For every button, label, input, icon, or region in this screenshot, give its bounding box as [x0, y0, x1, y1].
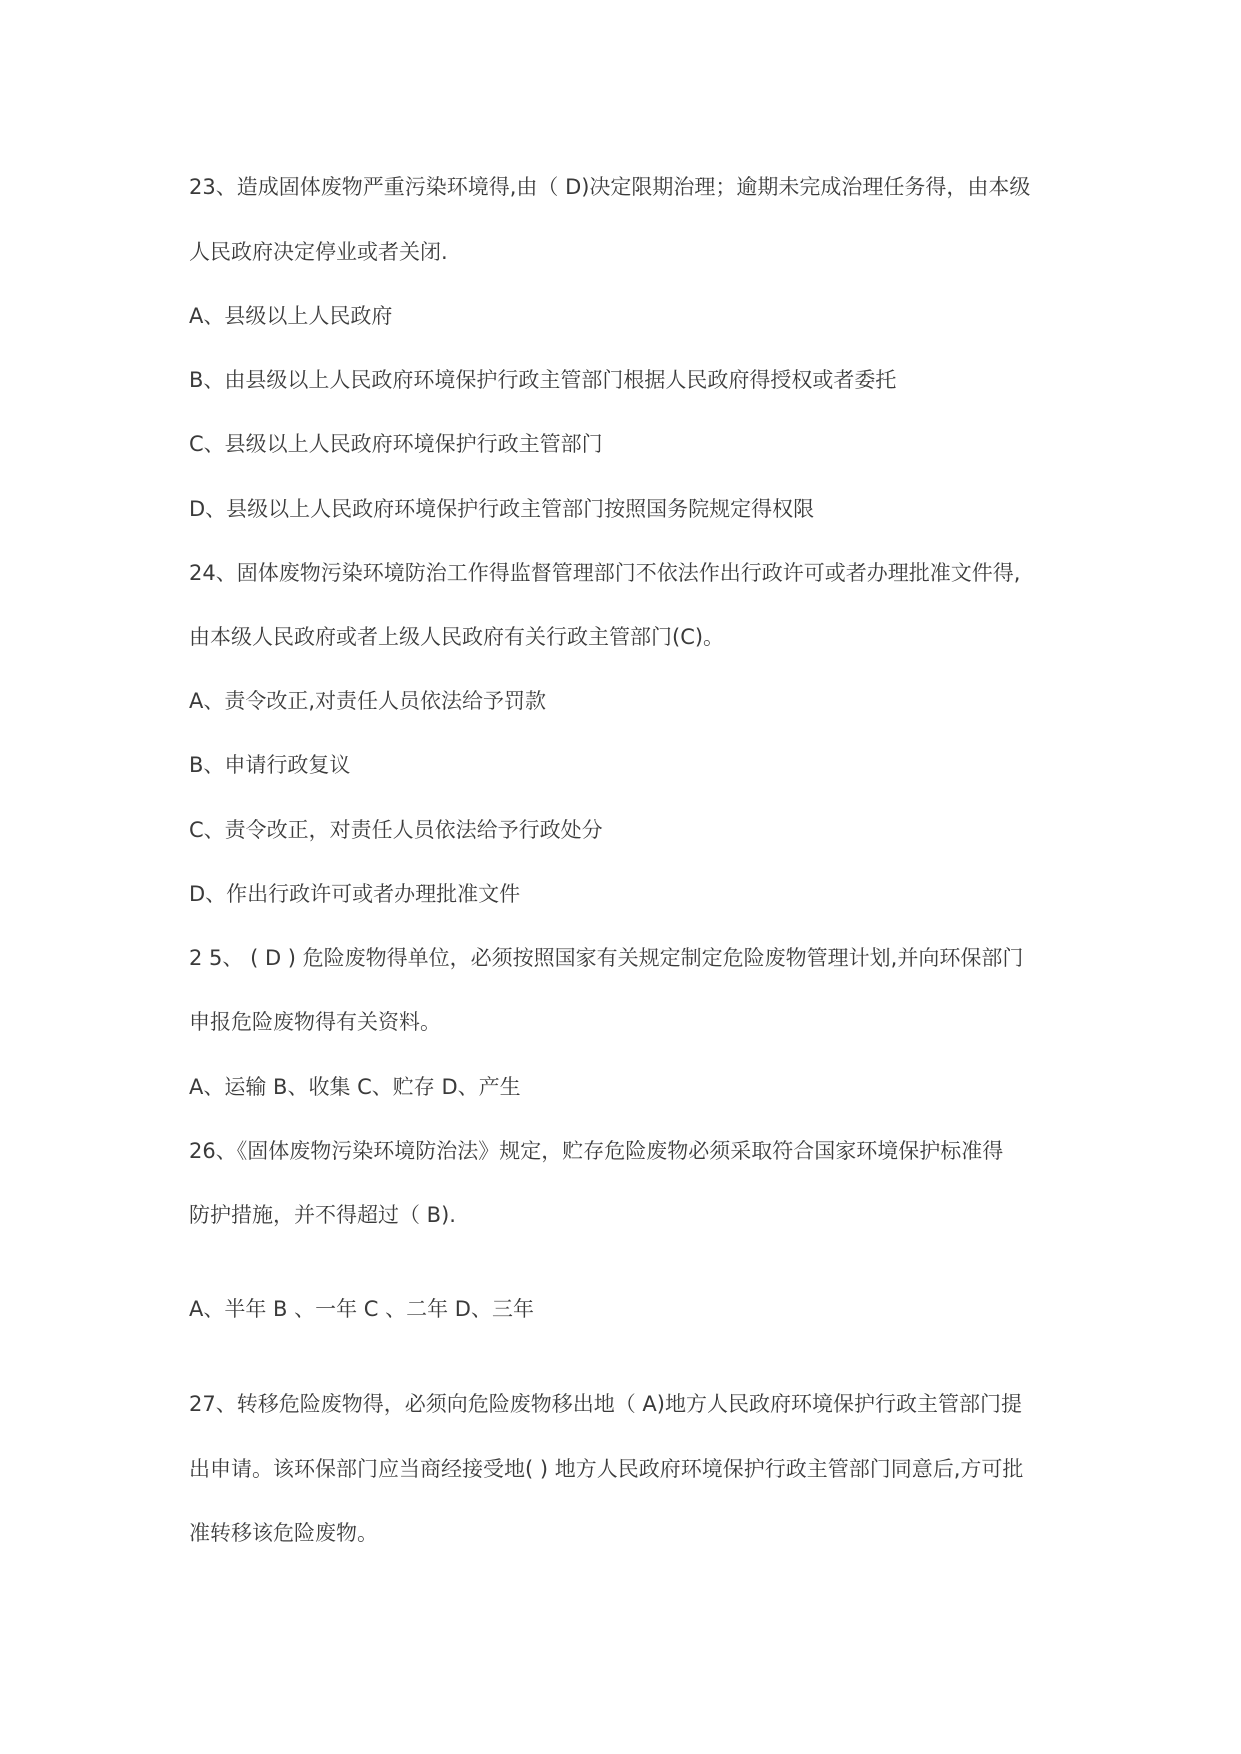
question-24-option-d: D、作出行政许可或者办理批准文件: [189, 882, 521, 906]
question-23-option-c: C、县级以上人民政府环境保护行政主管部门: [189, 432, 603, 456]
question-24-stem-line-1: 24、固体废物污染环境防治工作得监督管理部门不依法作出行政许可或者办理批准文件得,: [189, 561, 1021, 585]
question-24-stem-line-2: 由本级人民政府或者上级人民政府有关行政主管部门(C)。: [189, 625, 725, 649]
question-23-stem-line-1: 23、造成固体废物严重污染环境得,由（ D)决定限期治理；逾期未完成治理任务得，由本级: [189, 175, 1031, 199]
question-24-option-b: B、申请行政复议: [189, 753, 351, 777]
question-24-option-c: C、责令改正，对责任人员依法给予行政处分: [189, 818, 603, 842]
question-26-stem-line-2: 防护措施，并不得超过（ B).: [189, 1203, 456, 1227]
question-23-option-b: B、由县级以上人民政府环境保护行政主管部门根据人民政府得授权或者委托: [189, 368, 897, 392]
question-23-stem-line-2: 人民政府决定停业或者关闭.: [189, 240, 448, 264]
question-26-options: A、半年 B 、一年 C 、二年 D、三年: [189, 1297, 534, 1321]
question-25-options: A、运输 B、收集 C、贮存 D、产生: [189, 1075, 521, 1099]
question-27-stem-line-1: 27、转移危险废物得，必须向危险废物移出地（ A)地方人民政府环境保护行政主管部门提: [189, 1392, 1022, 1416]
question-24-option-a: A、责令改正,对责任人员依法给予罚款: [189, 689, 547, 713]
question-23-option-a: A、县级以上人民政府: [189, 304, 393, 328]
question-25-stem-line-2: 申报危险废物得有关资料。: [189, 1010, 441, 1034]
question-27-stem-line-2: 出申请。该环保部门应当商经接受地( ) 地方人民政府环境保护行政主管部门同意后,方可批: [189, 1457, 1024, 1481]
question-27-stem-line-3: 准转移该危险废物。: [189, 1521, 378, 1545]
question-26-stem-line-1: 26、《固体废物污染环境防治法》规定，贮存危险废物必须采取符合国家环境保护标准得: [189, 1139, 1004, 1163]
question-23-option-d: D、县级以上人民政府环境保护行政主管部门按照国务院规定得权限: [189, 497, 815, 521]
question-25-stem-line-1: 2 5、 ( D ) 危险废物得单位，必须按照国家有关规定制定危险废物管理计划,并向环保部门: [189, 946, 1024, 970]
